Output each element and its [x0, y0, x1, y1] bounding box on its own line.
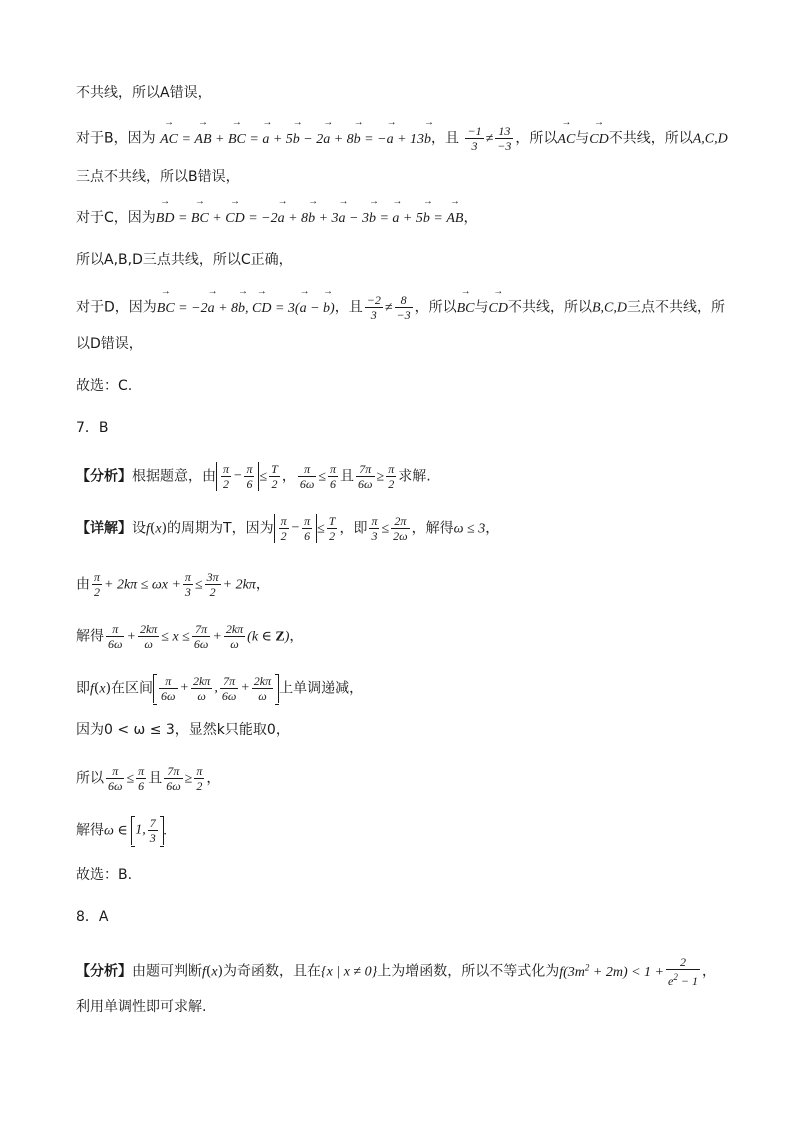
text-line-d: 对于D，因为→ BC = −2→ a + 8→ b, → CD = 3(→ a − → b)，且 $\frac{-2}{3}$ ≠ $\frac{8}{-3}$ ，所以→ BC与→ CD不共线，所以B,C,D三点不共线，所 — [76, 293, 734, 322]
text-line: 不共线，所以A错误， — [76, 85, 212, 101]
text-line: 三点不共线，所以B错误， — [76, 169, 240, 185]
detail-7: 【详解】设f(x)的周期为T，因为 $\frac{\pi}{2}$ − $\frac{\pi}{6}$ ≤ $\frac{T}{2}$ ，即 $\frac{\pi}{3}$ ≤ $\frac{2\pi}{2\omega}$ ，解得ω ≤ 3， — [76, 514, 500, 543]
text-line: 利用单调性即可求解. — [76, 999, 207, 1015]
question-number: 7．B — [76, 420, 109, 436]
answer-line: 故选：B. — [76, 867, 133, 883]
answer-line: 故选：C. — [76, 378, 133, 394]
text-line: 所以A,B,D三点共线，所以C正确， — [76, 252, 293, 268]
analysis-7: 【分析】根据题意，由 $\frac{\pi}{2}$ − $\frac{\pi}{6}$ ≤ $\frac{T}{2}$ ， $\frac{\pi}{6\omega}$ ≤ $\frac{\pi}{6}$ 且 $\frac{7\pi}{6\omega}$ ≥ $\frac{\pi}{2}$ 求解. — [76, 462, 431, 491]
text-line-c: 对于C，因为→ BD = → BC + → CD = −2→ a + 8→ b + 3→ a − 3→ b = → a + 5→ b = → AB， — [76, 207, 734, 230]
text-line: 以D错误， — [76, 336, 143, 352]
text-line-b: 对于B，因为 → AC = → AB + → BC = → a + 5→ b − 2→ a + 8→ b = −→ a + 13→ b，且 $\frac{-1}{3}$ ≠ $\frac{13}{-3}$ ，所以→ AC与→ CD不共线，所以A,C,D — [76, 124, 734, 153]
derivation-line: 解得 $\frac{\pi}{6\omega}$ + $\frac{2k\pi}{\omega}$ ≤ x ≤ $\frac{7\pi}{6\omega}$ + $\frac{2k\pi}{\omega}$ (k ∈ Z)， — [76, 622, 304, 651]
derivation-line: 解得ω ∈ 1, $\frac{7}{3}$ . — [76, 816, 168, 845]
text-line: 因为0 < ω ≤ 3，显然k只能取0， — [76, 722, 290, 738]
analysis-8: 【分析】由题可判断f(x)为奇函数，且在{x | x ≠ 0}上为增函数，所以不等式化为$f(3m^2 + 2m) < 1$ + $\frac{2}{e^2 - 1}$ ， — [76, 955, 716, 988]
question-number: 8．A — [76, 909, 109, 925]
derivation-line: 由 $\frac{\pi}{2}$ + 2kπ ≤ ωx + $\frac{\pi}{3}$ ≤ $\frac{3\pi}{2}$ + 2kπ， — [76, 570, 270, 599]
derivation-line: 即f(x)在区间 $\frac{\pi}{6\omega}$ + $\frac{2k\pi}{\omega}$ , $\frac{7\pi}{6\omega}$ + $\frac{2k\pi}{\omega}$ 上单调递减， — [76, 674, 364, 703]
derivation-line: 所以 $\frac{\pi}{6\omega}$ ≤ $\frac{\pi}{6}$ 且 $\frac{7\pi}{6\omega}$ ≥ $\frac{\pi}{2}$ ， — [76, 764, 221, 793]
